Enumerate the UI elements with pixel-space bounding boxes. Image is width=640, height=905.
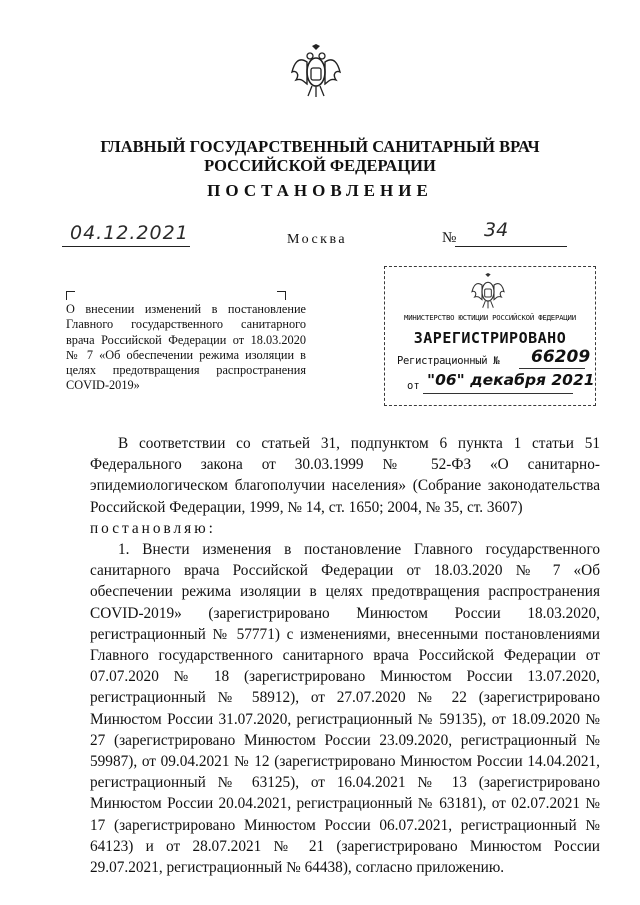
stamp-reg-date: "06" декабря 2021 [427,371,595,389]
stamp-reg-number: 66209 [531,347,591,367]
subject-bracket-right [277,291,286,300]
number-label: № [442,230,457,246]
stamp-registered: ЗАРЕГИСТРИРОВАНО [413,329,567,347]
authority-line-1: ГЛАВНЫЙ ГОСУДАРСТВЕННЫЙ САНИТАРНЫЙ ВРАЧ [100,137,540,156]
decree-word: постановляю: [90,519,216,537]
number-underline [455,246,567,247]
date-underline [62,246,190,247]
coat-of-arms-icon [470,273,506,309]
body-paragraph-1: В соответствии со статьей 31, подпунктом 6 пункта 1 статьи 51 Федерального закона от 30.03.1999 № 52-ФЗ «О санитарно-эпидемиологическом благополучии населения» (Собрание законодательства Российской Федерации, 1999, № 14, ст. 1650; 2004, № 35, ст. 3607) [90,435,600,516]
registration-stamp [384,266,596,406]
issuing-authority [60,137,580,175]
document-city: Москва [287,232,348,247]
document-type: ПОСТАНОВЛЕНИЕ [207,181,433,200]
stamp-date-underline [423,393,573,394]
authority-line-2: РОССИЙСКОЙ ФЕДЕРАЦИИ [204,156,436,175]
document-date: 04.12.2021 [70,222,189,244]
stamp-from-label: от [407,380,420,392]
document-subject: О внесении изменений в постановление Главного государственного санитарного врача Российской Федерации от 18.03.2020 № 7 «Об обеспечении режима изоляции в целях предотвращения распространения COVID-2019» [66,302,306,393]
body-paragraph-2: 1. Внести изменения в постановление Главного государственного санитарного врача Российской Федерации от 18.03.2020 № 7 «Об обеспечении режима изоляции в целях предотвращения распространения COVID-2019» (зарегистрировано Минюстом России 18.03.2020, регистрационный № 57771) с изменениями, внесенными постановлениями Главного государственного санитарного врача Российской Федерации от 07.07.2020 № 18 (зарегистрировано Минюстом России 13.07.2020, регистрационный № 58912), от 27.07.2020 № 22 (зарегистрировано Минюстом России 31.07.2020, регистрационный № 59135), от 18.09.2020 № 27 (зарегистрировано Минюстом России 23.09.2020, регистрационный № 59987), от 09.04.2021 № 12 (зарегистрировано Минюстом России 14.04.2021, регистрационный № 63125), от 16.04.2021 № 13 (зарегистрировано Минюстом России 20.04.2021, регистрационный № 63181), от 02.07.2021 № 17 (зарегистрировано Минюстом России 06.07.2021, регистрационный № 64123) и от 28.07.2021 № 21 (зарегистрировано Минюстом России 29.07.2021, регистрационный № 64438), согласно приложению. [90,541,600,877]
subject-bracket-left [66,291,75,300]
stamp-ministry: МИНИСТЕРСТВО ЮСТИЦИИ РОССИЙСКОЙ ФЕДЕРАЦИИ [404,313,576,322]
stamp-reg-label: Регистрационный № [397,355,500,367]
document-body [90,433,600,878]
stamp-reg-underline [519,368,585,369]
document-number: 34 [484,219,509,241]
coat-of-arms-icon [290,44,342,98]
